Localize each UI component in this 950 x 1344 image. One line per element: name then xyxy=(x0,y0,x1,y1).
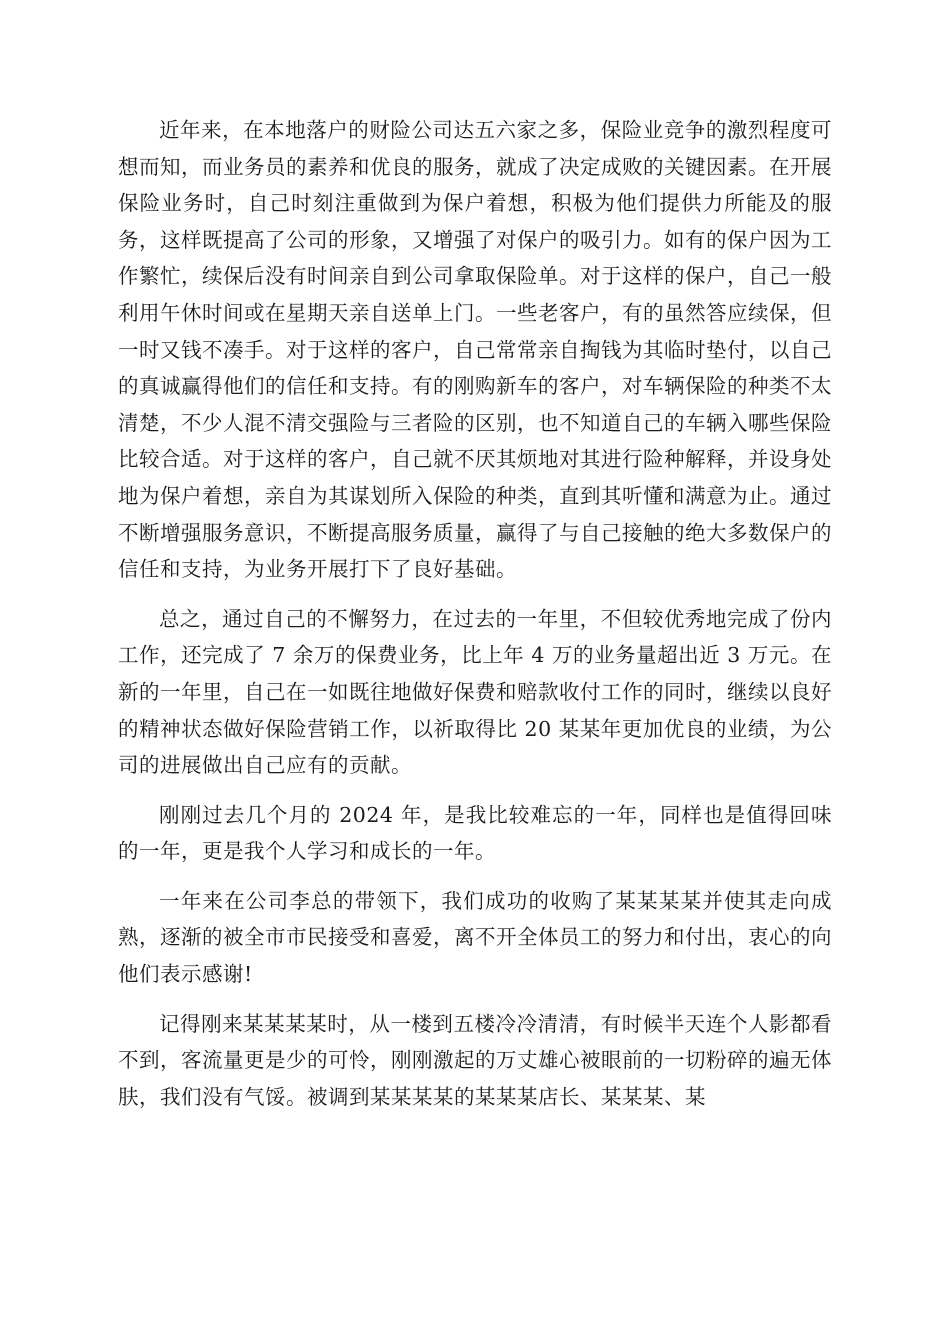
paragraph-acquisition: 一年来在公司李总的带领下，我们成功的收购了某某某某并使其走向成熟，逐渐的被全市市民接受和喜爱，离不开全体员工的努力和付出，衷心的向他们表示感谢! xyxy=(118,888,832,987)
document-page xyxy=(118,112,832,1115)
paragraph-memory: 记得刚来某某某某时，从一楼到五楼冷冷清清，有时候半天连个人影都看不到，客流量更是少的可怜，刚刚激起的万丈雄心被眼前的一切粉碎的遍无体肤，我们没有气馁。被调到某某某某的某某某店长、某某某、某 xyxy=(118,1011,832,1109)
paragraph-service: 近年来，在本地落户的财险公司达五六家之多，保险业竞争的激烈程度可想而知，而业务员的素养和优良的服务，就成了决定成败的关键因素。在开展保险业务时，自己时刻注重做到为保户着想，积极为他们提供力所能及的服务，这样既提高了公司的形象，又增强了对保户的吸引力。如有的保户因为工作繁忙，续保后没有时间亲自到公司拿取保险单。对于这样的保户，自己一般利用午休时间或在星期天亲自送单上门。一些老客户，有的虽然答应续保，但一时又钱不凑手。对于这样的客户，自己常常亲自掏钱为其临时垫付，以自己的真诚赢得他们的信任和支持。有的刚购新车的客户，对车辆保险的种类不太清楚，不少人混不清交强险与三者险的区别，也不知道自己的车辆入哪些保险比较合适。对于这样的客户，自己就不厌其烦地对其进行险种解释，并设身处地为保户着想，亲自为其谋划所入保险的种类，直到其听懂和满意为止。通过不断增强服务意识，不断提高服务质量，赢得了与自己接触的绝大多数保户的信任和支持，为业务开展打下了良好基础。 xyxy=(118,118,832,582)
paragraph-summary: 总之，通过自己的不懈努力，在过去的一年里，不但较优秀地完成了份内工作，还完成了 7 余万的保费业务，比上年 4 万的业务量超出近 3 万元。在新的一年里，自己在一如既往地做好保费和赔款收付工作的同时，继续以良好的精神状态做好保险营销工作，以祈取得比 20 某某年更加优良的业绩，为公司的进展做出自己应有的贡献。 xyxy=(118,606,832,778)
paragraph-year-review: 刚刚过去几个月的 2024 年，是我比较难忘的一年，同样也是值得回味的一年，更是我个人学习和成长的一年。 xyxy=(118,802,832,864)
